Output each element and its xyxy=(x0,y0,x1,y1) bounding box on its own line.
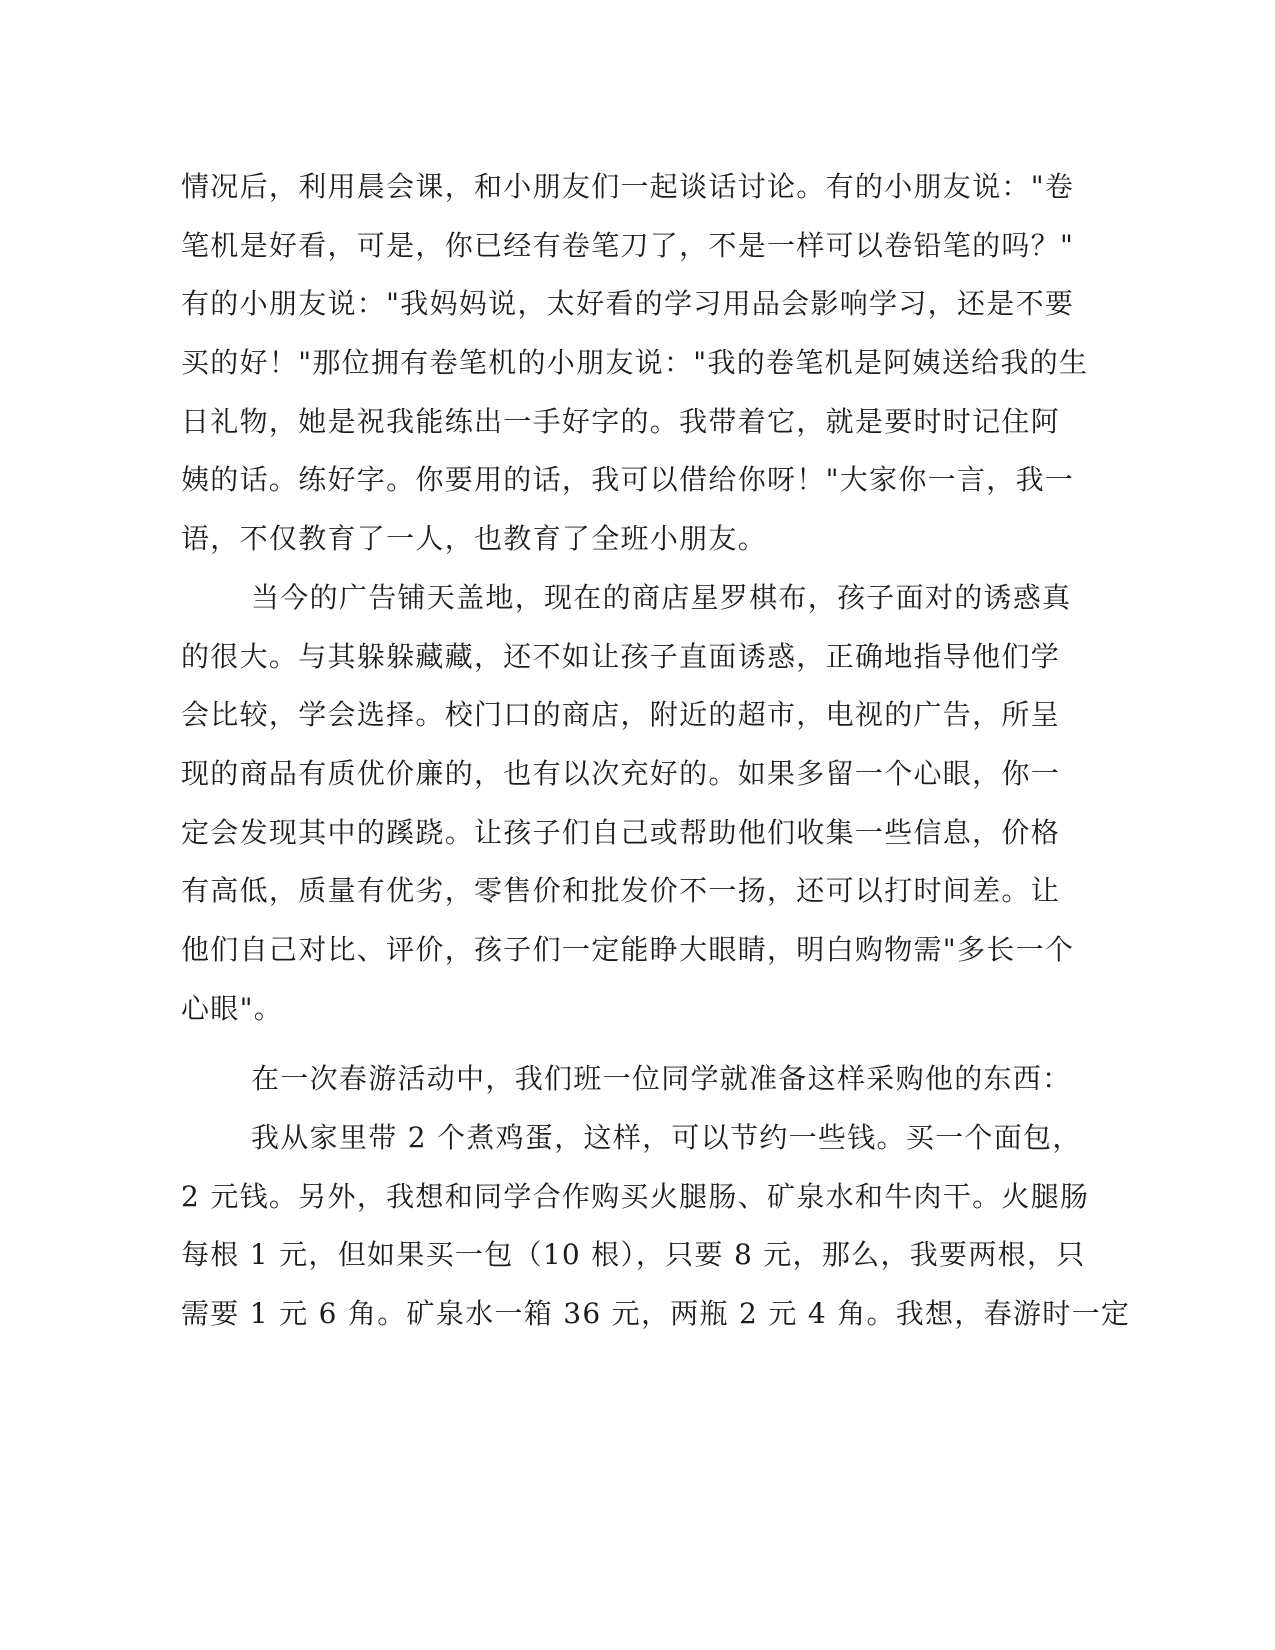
text-line: 他们自己对比、评价，孩子们一定能睁大眼睛，明白购物需"多长一个 xyxy=(181,932,1075,966)
text-line: 会比较，学会选择。校门口的商店，附近的超市，电视的广告，所呈 xyxy=(181,698,1061,732)
text-line: 情况后，利用晨会课，和小朋友们一起谈话讨论。有的小朋友说："卷 xyxy=(181,170,1075,203)
text-line: 有高低，质量有优劣，零售价和批发价不一扬，还可以打时间差。让 xyxy=(181,874,1061,908)
text-line: 有的小朋友说："我妈妈说，太好看的学习用品会影响学习，还是不要 xyxy=(181,287,1075,321)
text-line: 在一次春游活动中，我们班一位同学就准备这样采购他的东西： xyxy=(251,1062,1072,1096)
text-line: 现的商品有质优价廉的，也有以次充好的。如果多留一个心眼，你一 xyxy=(181,756,1061,790)
text-line: 语，不仅教育了一人，也教育了全班小朋友。 xyxy=(181,522,768,556)
paragraph xyxy=(181,1109,1131,1344)
text-line: 需要 1 元 6 角。矿泉水一箱 36 元，两瓶 2 元 4 角。我想，春游时一定 xyxy=(181,1297,1131,1331)
paragraph xyxy=(181,158,1089,569)
text-line: 姨的话。练好字。你要用的话，我可以借给你呀！"大家你一言，我一 xyxy=(181,463,1075,497)
paragraph-gap xyxy=(181,1038,1041,1050)
text-line: 当今的广告铺天盖地，现在的商店星罗棋布，孩子面对的诱惑真 xyxy=(251,580,1072,614)
text-line: 2 元钱。另外，我想和同学合作购买火腿肠、矿泉水和牛肉干。火腿肠 xyxy=(181,1179,1090,1213)
text-line: 买的好！"那位拥有卷笔机的小朋友说："我的卷笔机是阿姨送给我的生 xyxy=(181,346,1089,380)
text-line: 日礼物，她是祝我能练出一手好字的。我带着它，就是要时时记住阿 xyxy=(181,404,1061,438)
body-text xyxy=(181,158,1131,1344)
text-line: 每根 1 元，但如果买一包（10 根），只要 8 元，那么，我要两根，只 xyxy=(181,1238,1086,1272)
text-line: 心眼"。 xyxy=(181,991,284,1025)
text-line: 我从家里带 2 个煮鸡蛋，这样，可以节约一些钱。买一个面包， xyxy=(251,1121,1082,1154)
text-line: 定会发现其中的蹊跷。让孩子们自己或帮助他们收集一些信息，价格 xyxy=(181,815,1061,849)
text-line: 笔机是好看，可是，你已经有卷笔刀了，不是一样可以卷铅笔的吗？" xyxy=(181,228,1075,262)
paragraph xyxy=(181,1050,1072,1109)
text-line: 的很大。与其躲躲藏藏，还不如让孩子直面诱惑，正确地指导他们学 xyxy=(181,639,1061,673)
paragraph xyxy=(181,569,1075,1039)
